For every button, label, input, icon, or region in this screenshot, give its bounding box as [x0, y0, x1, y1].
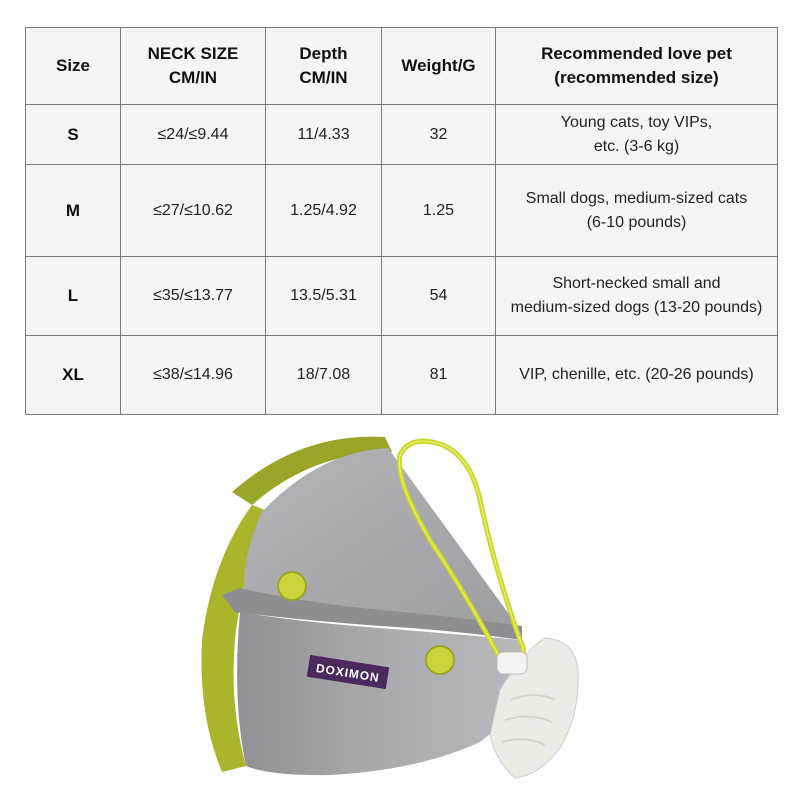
header-weight: [382, 28, 496, 105]
brand-label-text: DOXIMON: [314, 661, 381, 685]
table-row: [26, 105, 778, 165]
pet-line1: Small dogs, medium-sized cats: [525, 189, 748, 207]
header-weight-line1: Weight/G: [401, 56, 476, 75]
pet-cell: [496, 165, 778, 257]
pet-cell: [496, 105, 778, 165]
depth-cell: 18/7.08: [266, 336, 382, 415]
snap-button-lower: [426, 646, 454, 674]
pet-line1: Short-necked small and: [552, 275, 721, 292]
pet-line2: (6-10 pounds): [586, 213, 687, 231]
weight-cell: 54: [382, 257, 496, 336]
header-neck-line1: NECK SIZE: [147, 44, 239, 63]
depth-cell: 13.5/5.31: [266, 257, 382, 336]
header-pet-line1: Recommended love pet: [541, 44, 732, 63]
header-neck-size: [121, 28, 266, 105]
depth-cell: 1.25/4.92: [266, 165, 382, 257]
neck-cell: ≤27/≤10.62: [121, 165, 266, 257]
weight-cell: 1.25: [382, 165, 496, 257]
table-row: [26, 336, 778, 415]
size-chart-table: [25, 27, 778, 415]
size-cell: XL: [26, 336, 121, 415]
pet-line2: medium-sized dogs (13-20 pounds): [510, 299, 763, 316]
neck-cell: ≤38/≤14.96: [121, 336, 266, 415]
header-neck-line2: CM/IN: [168, 68, 218, 87]
header-depth: [266, 28, 382, 105]
table-header-row: [26, 28, 778, 105]
header-depth-line2: CM/IN: [299, 68, 348, 87]
pet-line1: Young cats, toy VIPs,: [560, 113, 713, 131]
neck-cell: ≤24/≤9.44: [121, 105, 266, 165]
table-row: [26, 165, 778, 257]
header-size: [26, 28, 121, 105]
neck-cell: ≤35/≤13.77: [121, 257, 266, 336]
header-depth-line1: Depth: [299, 44, 348, 63]
snap-button-upper: [278, 572, 306, 600]
size-cell: L: [26, 257, 121, 336]
weight-cell: 81: [382, 336, 496, 415]
size-cell: M: [26, 165, 121, 257]
header-size-line1: Size: [55, 56, 91, 75]
header-recommended-pet: [496, 28, 778, 105]
depth-cell: 11/4.33: [266, 105, 382, 165]
cone-collar-photo: [0, 420, 800, 800]
header-pet-line2: (recommended size): [554, 68, 719, 87]
weight-cell: 32: [382, 105, 496, 165]
pet-line2: etc. (3-6 kg): [593, 137, 680, 155]
pet-cell: [496, 336, 778, 415]
size-cell: S: [26, 105, 121, 165]
pet-line1: VIP, chenille, etc. (20-26 pounds): [519, 366, 754, 383]
cord-stopper: [497, 652, 527, 674]
pet-cell: [496, 257, 778, 336]
table-row: [26, 257, 778, 336]
